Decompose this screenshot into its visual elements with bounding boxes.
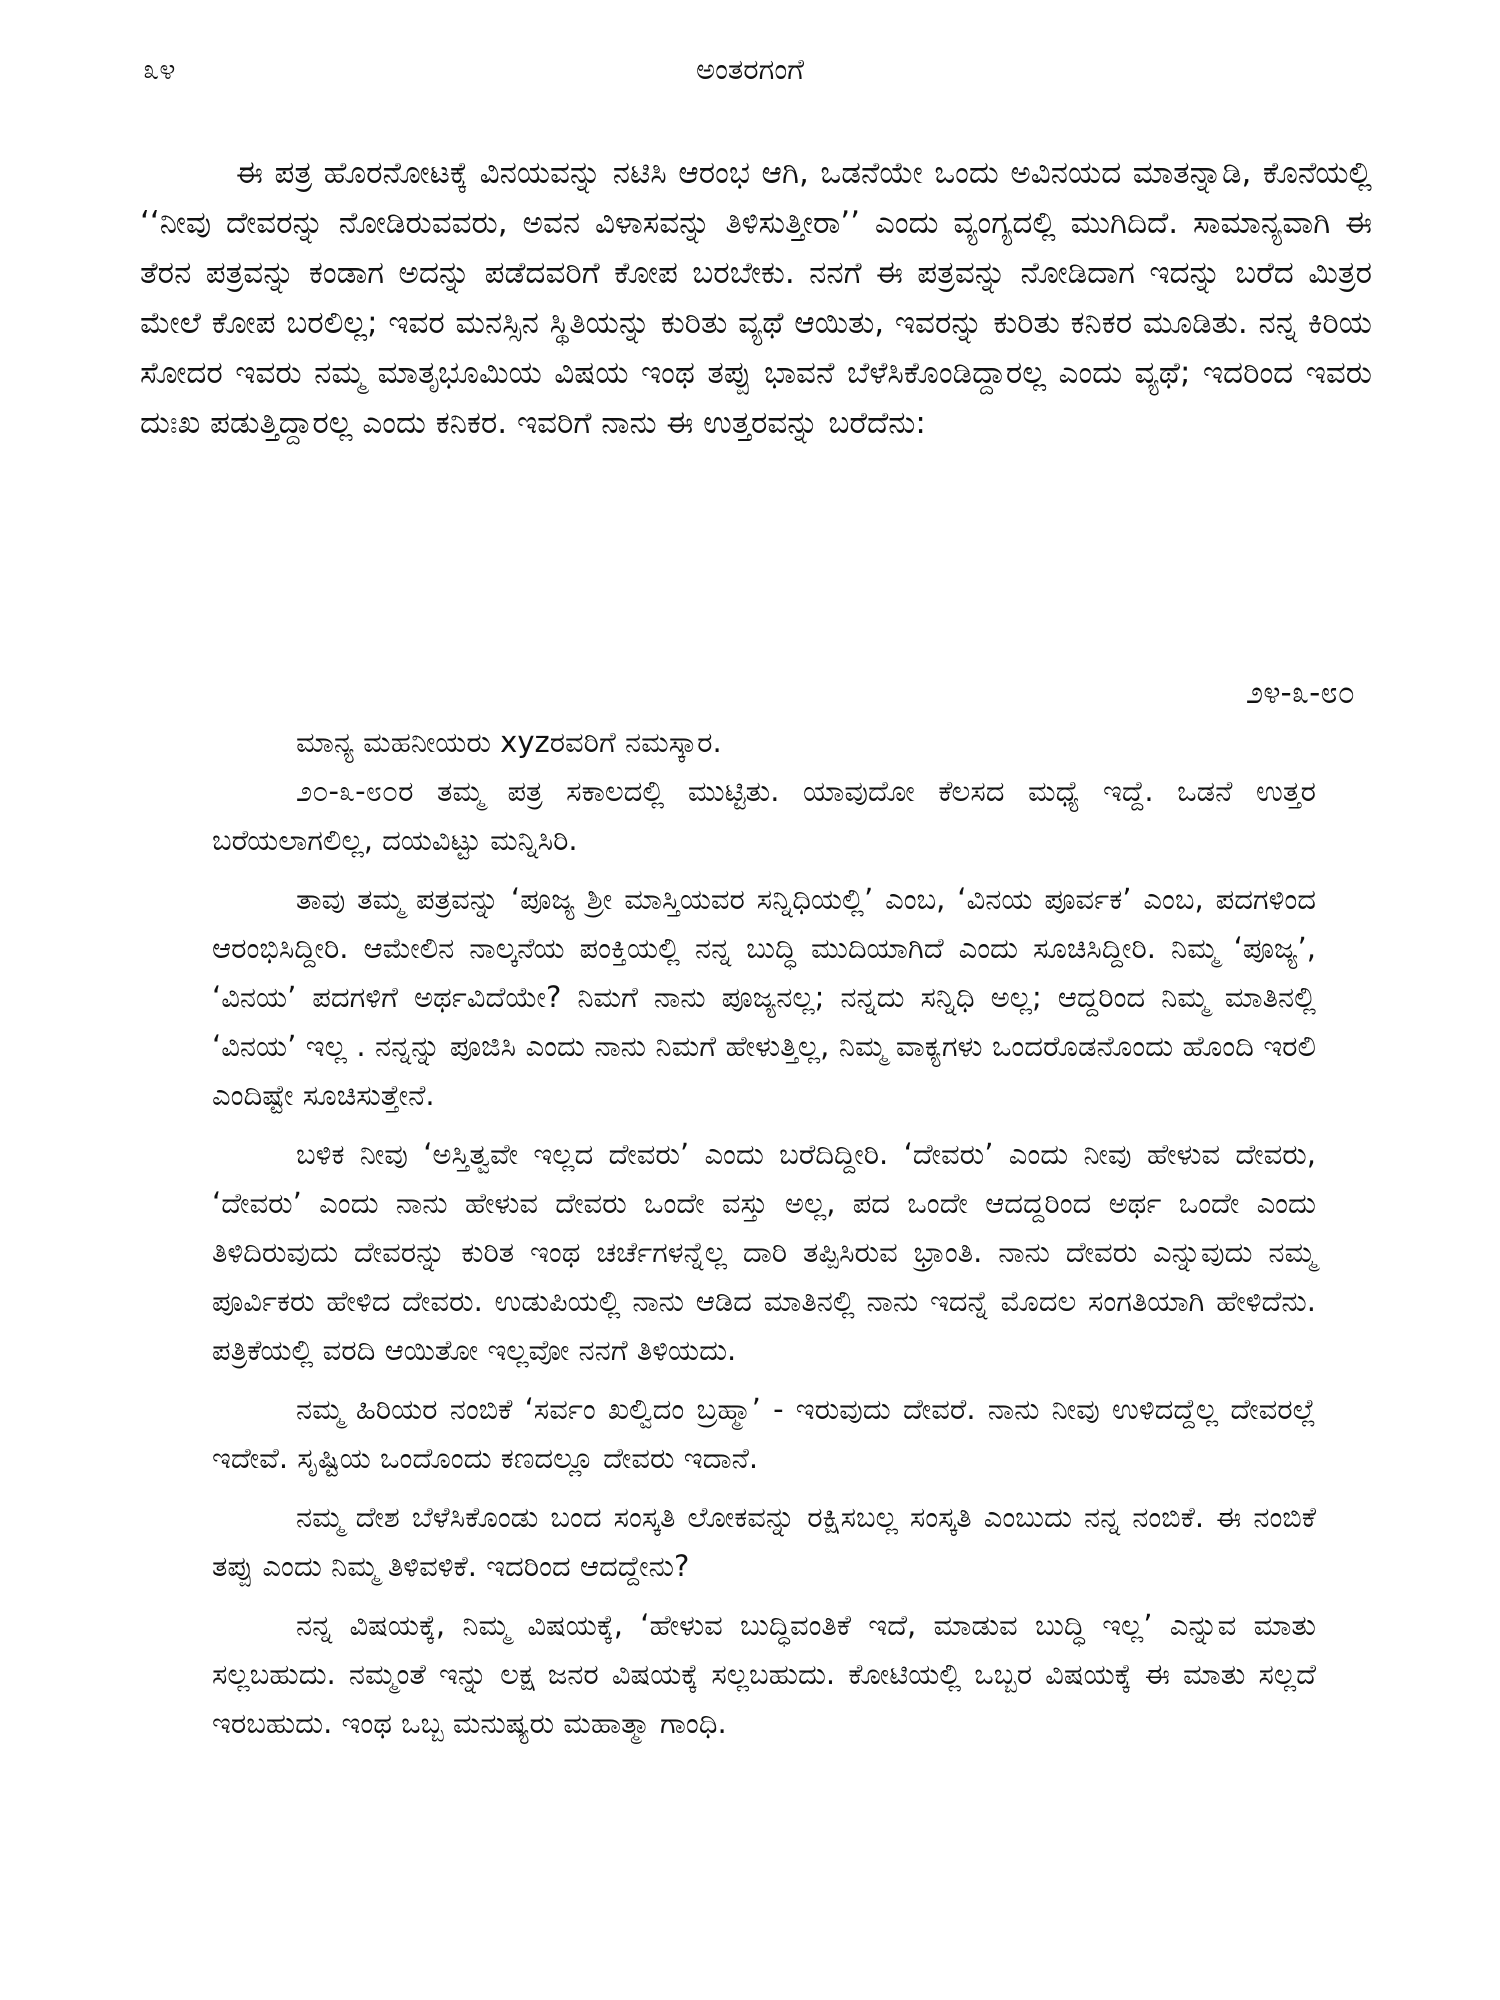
- intro-text: [140, 148, 1372, 448]
- letter-salutation: ಮಾನ್ಯ ಮಹನೀಯರು xyzರವರಿಗೆ ನಮಸ್ಕಾರ.: [296, 725, 722, 759]
- letter-paragraph: ನಮ್ಮ ಹಿರಿಯರ ನಂಬಿಕೆ ‘ಸರ್ವಂ ಖಲ್ವಿದಂ ಬ್ರಹ್ಮಾ’ - ಇರುವುದು ದೇವರೆ. ನಾನು ನೀವು ಉಳಿದದ್ದೆಲ್ಲ ದೇವರಲ್ಲೆ ಇದೇವೆ. ಸೃಷ್ಟಿಯ ಒಂದೊಂದು ಕಣದಲ್ಲೂ ದೇವರು ಇದಾನೆ.: [212, 1392, 1316, 1475]
- running-head: [0, 52, 1500, 96]
- page-number: ೩೪: [143, 52, 176, 86]
- letter-paragraph: ನನ್ನ ವಿಷಯಕ್ಕೆ, ನಿಮ್ಮ ವಿಷಯಕ್ಕೆ, ‘ಹೇಳುವ ಬುದ್ಧಿವಂತಿಕೆ ಇದೆ, ಮಾಡುವ ಬುದ್ಧಿ ಇಲ್ಲ’ ಎನ್ನುವ ಮಾತು ಸಲ್ಲಬಹುದು. ನಮ್ಮಂತೆ ಇನ್ನು ಲಕ್ಷ ಜನರ ವಿಷಯಕ್ಕೆ ಸಲ್ಲಬಹುದು. ಕೋಟಿಯಲ್ಲಿ ಒಬ್ಬರ ವಿಷಯಕ್ಕೆ ಈ ಮಾತು ಸಲ್ಲದೆ ಇರಬಹುದು. ಇಂಥ ಒಬ್ಬ ಮನುಷ್ಯರು ಮಹಾತ್ಮಾ ಗಾಂಧಿ.: [212, 1608, 1316, 1740]
- letter-date: ೨೪-೩-೮೦: [1245, 675, 1355, 711]
- letter-body: [212, 718, 1316, 1748]
- intro-paragraph: ಈ ಪತ್ರ ಹೊರನೋಟಕ್ಕೆ ವಿನಯವನ್ನು ನಟಿಸಿ ಆರಂಭ ಆಗಿ, ಒಡನೆಯೇ ಒಂದು ಅವಿನಯದ ಮಾತನ್ನಾಡಿ, ಕೊನೆಯಲ್ಲಿ ‘‘ನೀವು ದೇವರನ್ನು ನೋಡಿರುವವರು, ಅವನ ವಿಳಾಸವನ್ನು ತಿಳಿಸುತ್ತೀರಾ’’ ಎಂದು ವ್ಯಂಗ್ಯದಲ್ಲಿ ಮುಗಿದಿದೆ. ಸಾಮಾನ್ಯವಾಗಿ ಈ ತೆರನ ಪತ್ರವನ್ನು ಕಂಡಾಗ ಅದನ್ನು ಪಡೆದವರಿಗೆ ಕೋಪ ಬರಬೇಕು. ನನಗೆ ಈ ಪತ್ರವನ್ನು ನೋಡಿದಾಗ ಇದನ್ನು ಬರೆದ ಮಿತ್ರರ ಮೇಲೆ ಕೋಪ ಬರಲಿಲ್ಲ; ಇವರ ಮನಸ್ಸಿನ ಸ್ಥಿತಿಯನ್ನು ಕುರಿತು ವ್ಯಥೆ ಆಯಿತು, ಇವರನ್ನು ಕುರಿತು ಕನಿಕರ ಮೂಡಿತು. ನನ್ನ ಕಿರಿಯ ಸೋದರ ಇವರು ನಮ್ಮ ಮಾತೃಭೂಮಿಯ ವಿಷಯ ಇಂಥ ತಪ್ಪು ಭಾವನೆ ಬೆಳೆಸಿಕೊಂಡಿದ್ದಾರಲ್ಲ ಎಂದು ವ್ಯಥೆ; ಇದರಿಂದ ಇವರು ದುಃಖ ಪಡುತ್ತಿದ್ದಾರಲ್ಲ ಎಂದು ಕನಿಕರ. ಇವರಿಗೆ ನಾನು ಈ ಉತ್ತರವನ್ನು ಬರೆದೆನು:: [140, 155, 1372, 441]
- running-title: ಅಂತರಗಂಗೆ: [695, 52, 805, 86]
- letter-paragraph: ತಾವು ತಮ್ಮ ಪತ್ರವನ್ನು ‘ಪೂಜ್ಯ ಶ್ರೀ ಮಾಸ್ತಿಯವರ ಸನ್ನಿಧಿಯಲ್ಲಿ’ ಎಂಬ, ‘ವಿನಯ ಪೂರ್ವಕ’ ಎಂಬ, ಪದಗಳಿಂದ ಆರಂಭಿಸಿದ್ದೀರಿ. ಆಮೇಲಿನ ನಾಲ್ಕನೆಯ ಪಂಕ್ತಿಯಲ್ಲಿ ನನ್ನ ಬುದ್ಧಿ ಮುದಿಯಾಗಿದೆ ಎಂದು ಸೂಚಿಸಿದ್ದೀರಿ. ನಿಮ್ಮ ‘ಪೂಜ್ಯ’, ‘ವಿನಯ’ ಪದಗಳಿಗೆ ಅರ್ಥವಿದೆಯೇ? ನಿಮಗೆ ನಾನು ಪೂಜ್ಯನಲ್ಲ; ನನ್ನದು ಸನ್ನಿಧಿ ಅಲ್ಲ; ಆದ್ದರಿಂದ ನಿಮ್ಮ ಮಾತಿನಲ್ಲಿ ‘ವಿನಯ’ ಇಲ್ಲ . ನನ್ನನ್ನು ಪೂಜಿಸಿ ಎಂದು ನಾನು ನಿಮಗೆ ಹೇಳುತ್ತಿಲ್ಲ, ನಿಮ್ಮ ವಾಕ್ಯಗಳು ಒಂದರೊಡನೊಂದು ಹೊಂದಿ ಇರಲಿ ಎಂದಿಷ್ಟೇ ಸೂಚಿಸುತ್ತೇನೆ.: [212, 882, 1316, 1112]
- letter-paragraph: ೨೦-೩-೮೦ರ ತಮ್ಮ ಪತ್ರ ಸಕಾಲದಲ್ಲಿ ಮುಟ್ಟಿತು. ಯಾವುದೋ ಕೆಲಸದ ಮಧ್ಯೆ ಇದ್ದೆ. ಒಡನೆ ಉತ್ತರ ಬರೆಯಲಾಗಲಿಲ್ಲ, ದಯವಿಟ್ಟು ಮನ್ನಿಸಿರಿ.: [212, 774, 1316, 857]
- letter-paragraph: ನಮ್ಮ ದೇಶ ಬೆಳೆಸಿಕೊಂಡು ಬಂದ ಸಂಸ್ಕತಿ ಲೋಕವನ್ನು ರಕ್ಷಿಸಬಲ್ಲ ಸಂಸ್ಕತಿ ಎಂಬುದು ನನ್ನ ನಂಬಿಕೆ. ಈ ನಂಬಿಕೆ ತಪ್ಪು ಎಂದು ನಿಮ್ಮ ತಿಳಿವಳಿಕೆ. ಇದರಿಂದ ಆದದ್ದೇನು?: [212, 1500, 1316, 1583]
- letter-paragraph: ಬಳಿಕ ನೀವು ‘ಅಸ್ತಿತ್ವವೇ ಇಲ್ಲದ ದೇವರು’ ಎಂದು ಬರೆದಿದ್ದೀರಿ. ‘ದೇವರು’ ಎಂದು ನೀವು ಹೇಳುವ ದೇವರು, ‘ದೇವರು’ ಎಂದು ನಾನು ಹೇಳುವ ದೇವರು ಒಂದೇ ವಸ್ತು ಅಲ್ಲ, ಪದ ಒಂದೇ ಆದದ್ದರಿಂದ ಅರ್ಥ ಒಂದೇ ಎಂದು ತಿಳಿದಿರುವುದು ದೇವರನ್ನು ಕುರಿತ ಇಂಥ ಚರ್ಚೆಗಳನ್ನೆಲ್ಲ ದಾರಿ ತಪ್ಪಿಸಿರುವ ಭ್ರಾಂತಿ. ನಾನು ದೇವರು ಎನ್ನುವುದು ನಮ್ಮ ಪೂರ್ವಿಕರು ಹೇಳಿದ ದೇವರು. ಉಡುಪಿಯಲ್ಲಿ ನಾನು ಆಡಿದ ಮಾತಿನಲ್ಲಿ ನಾನು ಇದನ್ನೆ ಮೊದಲ ಸಂಗತಿಯಾಗಿ ಹೇಳಿದೆನು. ಪತ್ರಿಕೆಯಲ್ಲಿ ವರದಿ ಆಯಿತೋ ಇಲ್ಲವೋ ನನಗೆ ತಿಳಿಯದು.: [212, 1137, 1316, 1367]
